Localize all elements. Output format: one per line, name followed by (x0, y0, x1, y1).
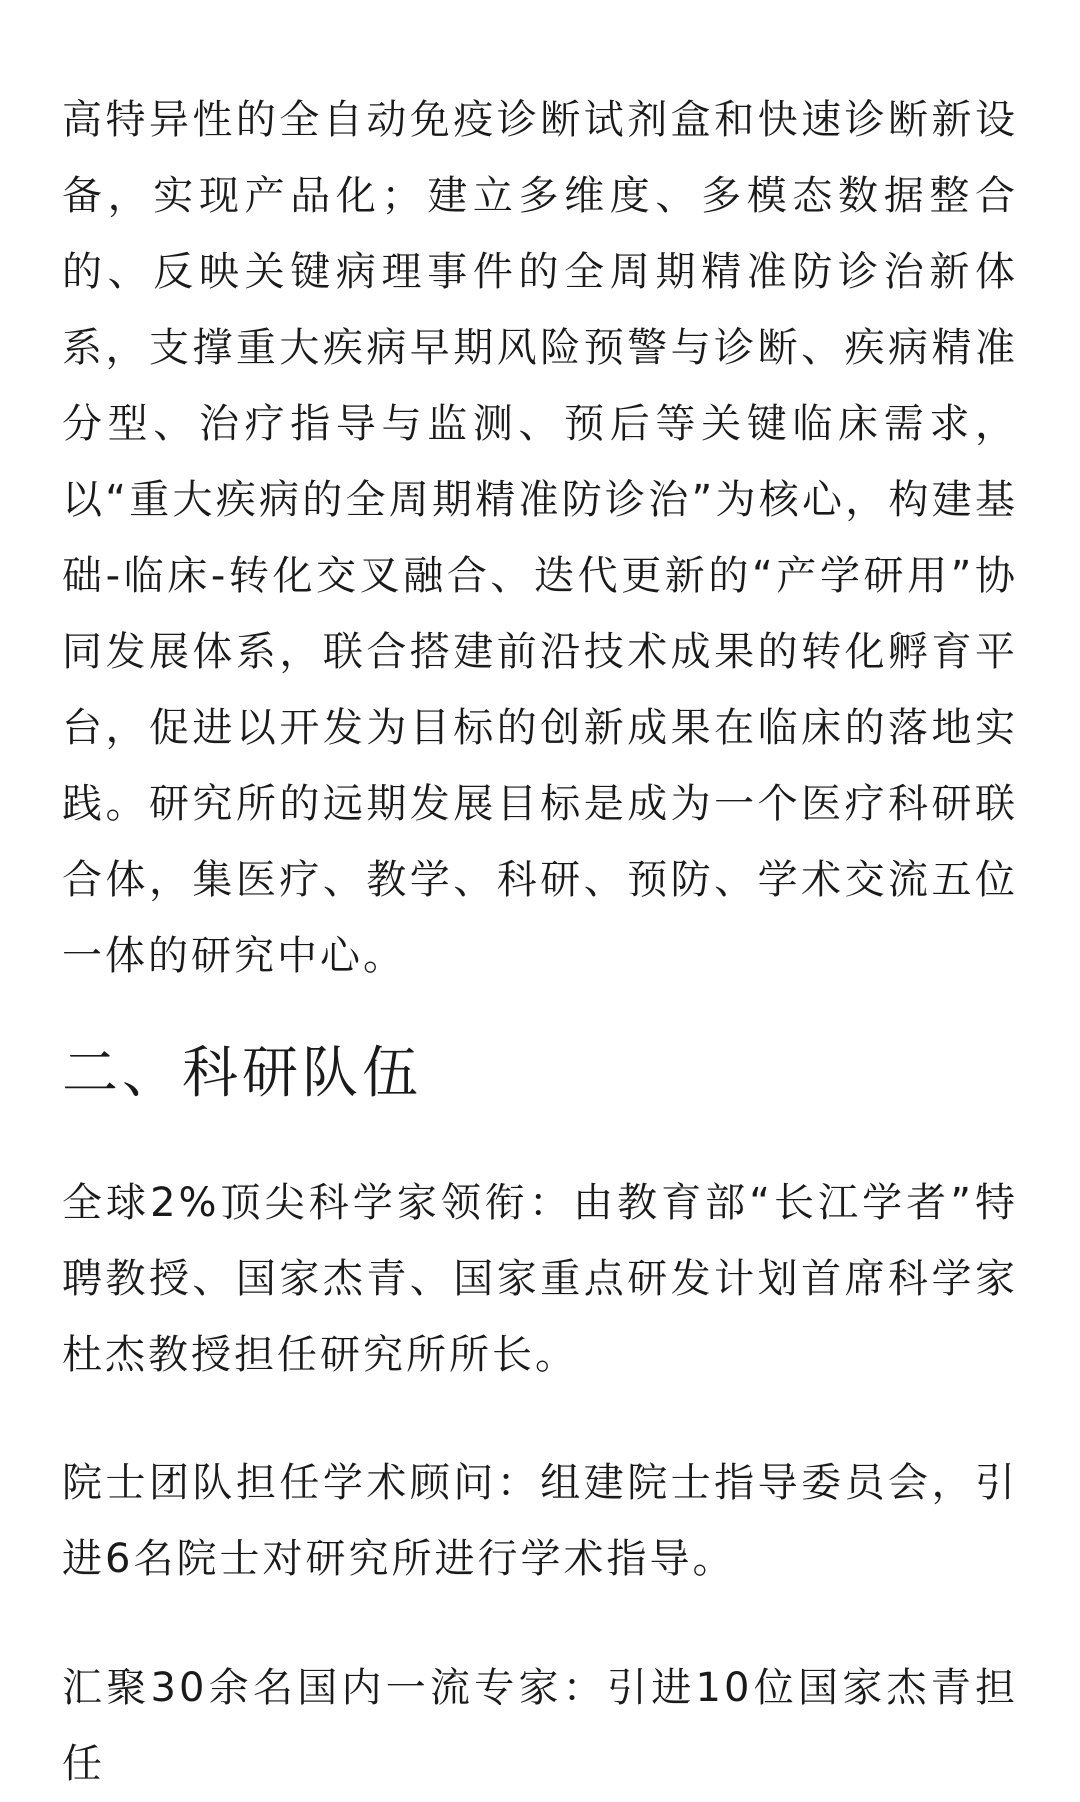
experts-paragraph: 汇聚30余名国内一流专家：引进10位国家杰青担任 (62, 1665, 1018, 1787)
team-leader-paragraph: 全球2%顶尖科学家领衔：由教育部“长江学者”特聘教授、国家杰青、国家重点研发计划首席科学家杜杰教授担任研究所所长。 (62, 1180, 1018, 1378)
academician-advisor-paragraph: 院士团队担任学术顾问：组建院士指导委员会，引进6名院士对研究所进行学术指导。 (62, 1460, 1018, 1582)
section-heading: 二、科研队伍 (62, 1041, 422, 1106)
intro-paragraph: 高特异性的全自动免疫诊断试剂盒和快速诊断新设备，实现产品化；建立多维度、多模态数据整合的、反映关键病理事件的全周期精准防诊治新体系，支撑重大疾病早期风险预警与诊断、疾病精准分型、治疗指导与监测、预后等关键临床需求，以“重大疾病的全周期精准防诊治”为核心，构建基础-临床-转化交叉融合、迭代更新的“产学研用”协同发展体系，联合搭建前沿技术成果的转化孵育平台，促进以开发为目标的创新成果在临床的落地实践。研究所的远期发展目标是成为一个医疗科研联合体，集医疗、教学、科研、预防、学术交流五位一体的研究中心。 (62, 97, 1018, 979)
